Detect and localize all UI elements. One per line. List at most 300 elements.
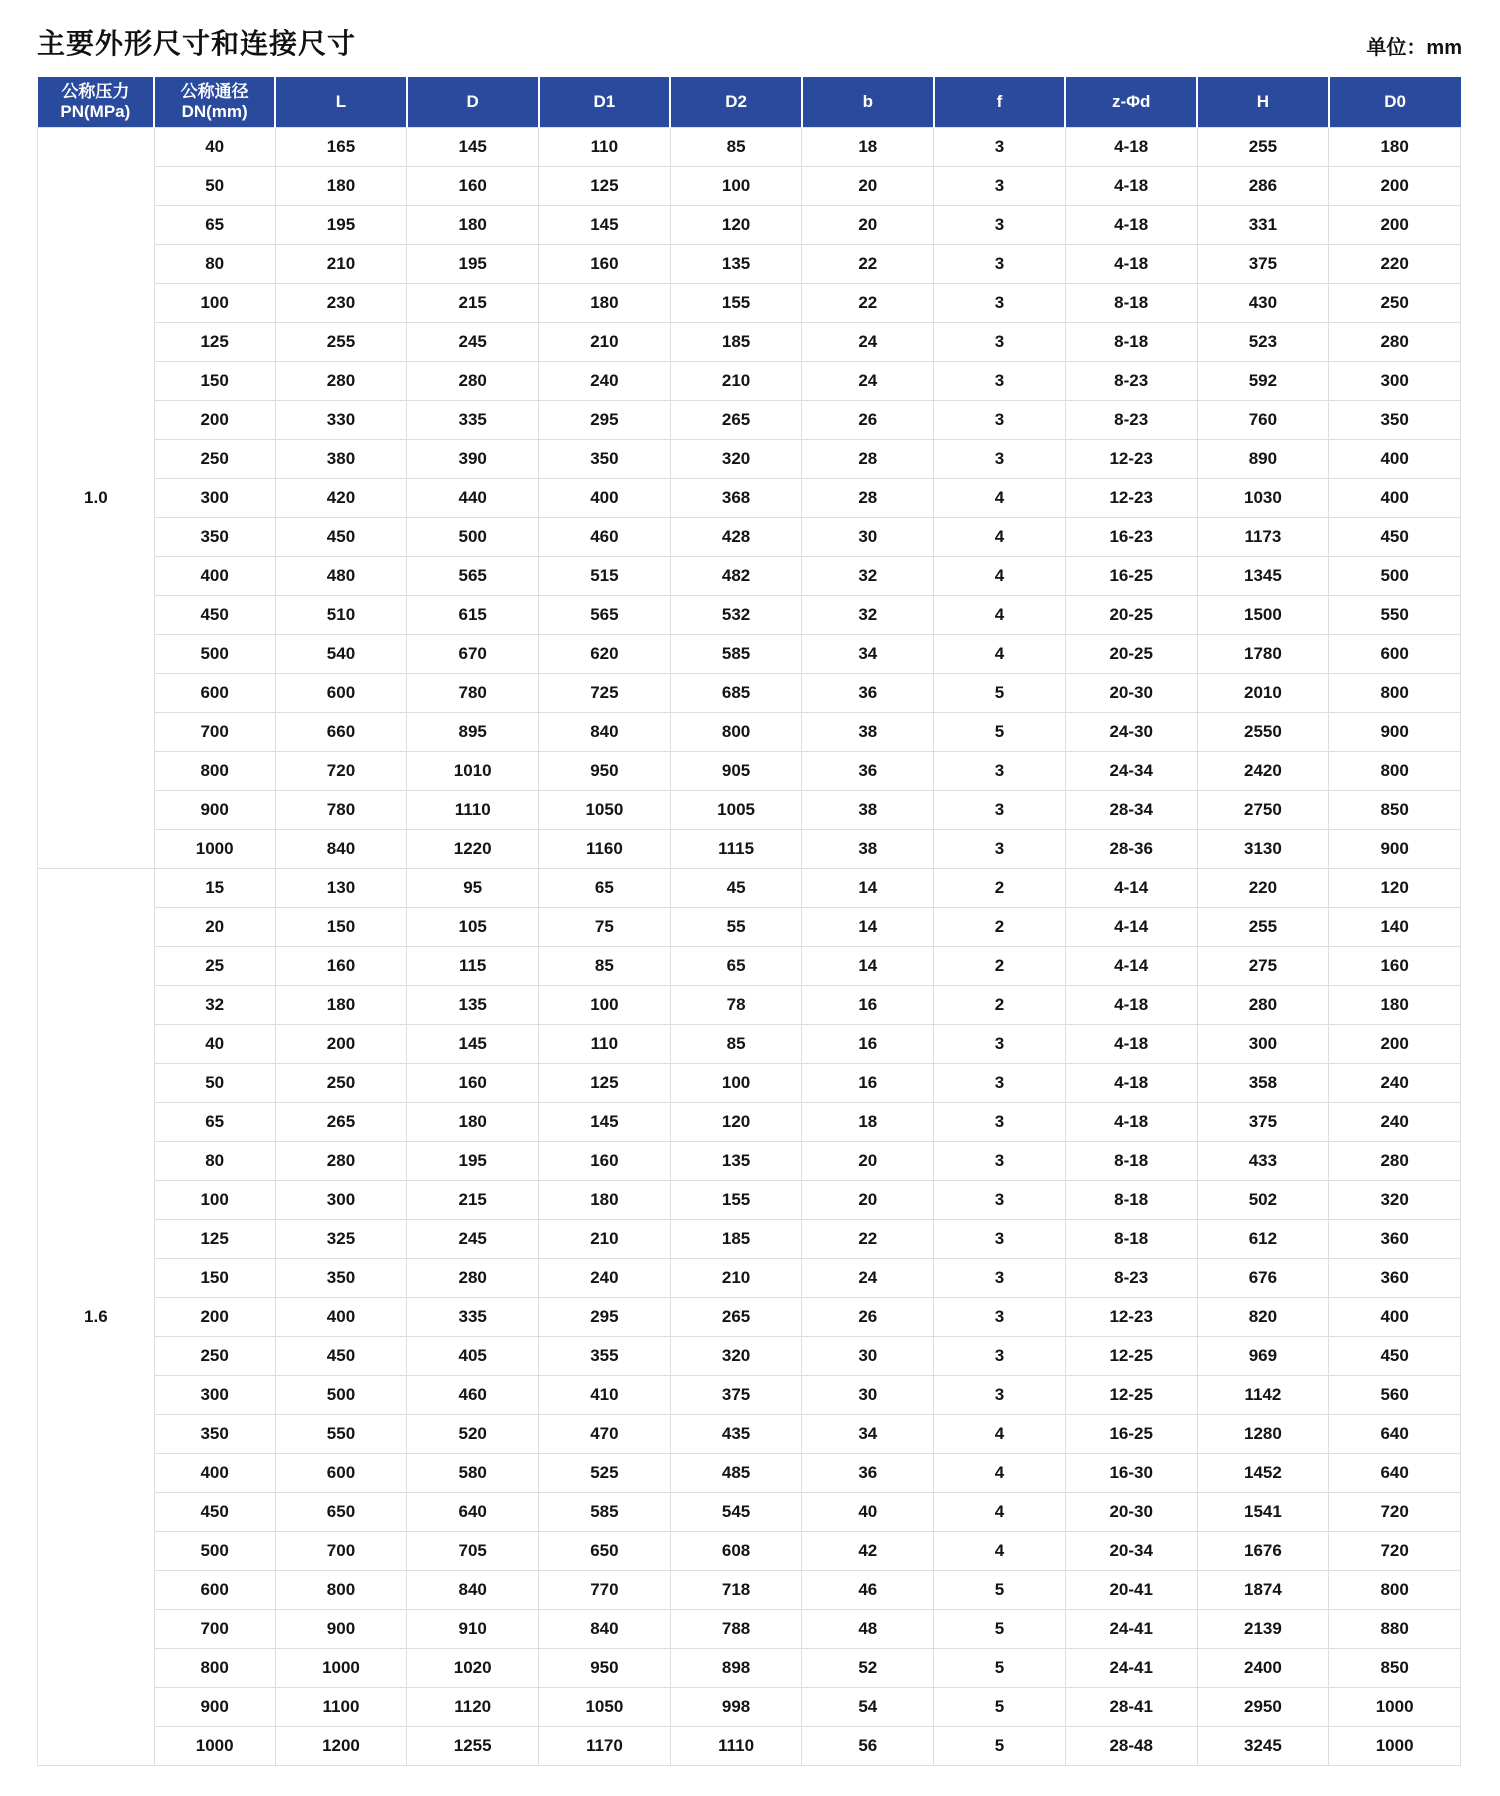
header-cell-d0: D0 — [1329, 77, 1461, 127]
value-cell: 14 — [802, 907, 934, 946]
value-cell: 8-18 — [1065, 1141, 1197, 1180]
dn-cell: 450 — [154, 595, 275, 634]
value-cell: 331 — [1197, 205, 1329, 244]
table-row — [38, 790, 1461, 829]
value-cell: 20-41 — [1065, 1570, 1197, 1609]
value-cell: 160 — [1329, 946, 1461, 985]
table-row — [38, 829, 1461, 868]
value-cell: 368 — [670, 478, 802, 517]
value-cell: 22 — [802, 1219, 934, 1258]
value-cell: 280 — [275, 1141, 407, 1180]
value-cell: 195 — [407, 244, 539, 283]
value-cell: 54 — [802, 1687, 934, 1726]
value-cell: 800 — [275, 1570, 407, 1609]
value-cell: 145 — [407, 127, 539, 166]
table-row — [38, 1375, 1461, 1414]
value-cell: 8-23 — [1065, 400, 1197, 439]
value-cell: 540 — [275, 634, 407, 673]
value-cell: 1874 — [1197, 1570, 1329, 1609]
value-cell: 1050 — [539, 1687, 671, 1726]
value-cell: 4 — [934, 556, 1066, 595]
value-cell: 5 — [934, 1648, 1066, 1687]
dn-cell: 1000 — [154, 829, 275, 868]
unit-label: 单位：mm — [1366, 37, 1462, 59]
value-cell: 400 — [275, 1297, 407, 1336]
value-cell: 780 — [275, 790, 407, 829]
value-cell: 640 — [1329, 1453, 1461, 1492]
value-cell: 240 — [1329, 1102, 1461, 1141]
value-cell: 210 — [539, 1219, 671, 1258]
value-cell: 180 — [275, 985, 407, 1024]
dn-cell: 500 — [154, 1531, 275, 1570]
value-cell: 95 — [407, 868, 539, 907]
value-cell: 200 — [1329, 205, 1461, 244]
value-cell: 532 — [670, 595, 802, 634]
value-cell: 245 — [407, 322, 539, 361]
value-cell: 180 — [1329, 985, 1461, 1024]
value-cell: 3 — [934, 1063, 1066, 1102]
value-cell: 85 — [670, 127, 802, 166]
value-cell: 32 — [802, 595, 934, 634]
value-cell: 375 — [1197, 244, 1329, 283]
value-cell: 220 — [1197, 868, 1329, 907]
value-cell: 1030 — [1197, 478, 1329, 517]
table-row — [38, 1063, 1461, 1102]
value-cell: 502 — [1197, 1180, 1329, 1219]
value-cell: 250 — [1329, 283, 1461, 322]
value-cell: 180 — [407, 205, 539, 244]
value-cell: 400 — [1329, 478, 1461, 517]
table-row — [38, 634, 1461, 673]
value-cell: 1500 — [1197, 595, 1329, 634]
value-cell: 160 — [407, 166, 539, 205]
value-cell: 1541 — [1197, 1492, 1329, 1531]
value-cell: 20-30 — [1065, 673, 1197, 712]
dn-cell: 250 — [154, 439, 275, 478]
value-cell: 850 — [1329, 1648, 1461, 1687]
table-row — [38, 283, 1461, 322]
value-cell: 800 — [1329, 673, 1461, 712]
value-cell: 480 — [275, 556, 407, 595]
value-cell: 1000 — [1329, 1726, 1461, 1765]
value-cell: 500 — [275, 1375, 407, 1414]
dn-cell: 50 — [154, 1063, 275, 1102]
dn-cell: 500 — [154, 634, 275, 673]
value-cell: 240 — [539, 361, 671, 400]
value-cell: 200 — [1329, 1024, 1461, 1063]
value-cell: 230 — [275, 283, 407, 322]
value-cell: 300 — [1197, 1024, 1329, 1063]
table-row — [38, 751, 1461, 790]
value-cell: 240 — [1329, 1063, 1461, 1102]
value-cell: 210 — [670, 361, 802, 400]
value-cell: 910 — [407, 1609, 539, 1648]
value-cell: 26 — [802, 1297, 934, 1336]
value-cell: 20 — [802, 205, 934, 244]
value-cell: 14 — [802, 946, 934, 985]
value-cell: 4-18 — [1065, 166, 1197, 205]
value-cell: 898 — [670, 1648, 802, 1687]
value-cell: 185 — [670, 1219, 802, 1258]
value-cell: 355 — [539, 1336, 671, 1375]
table-row — [38, 556, 1461, 595]
value-cell: 75 — [539, 907, 671, 946]
value-cell: 890 — [1197, 439, 1329, 478]
value-cell: 608 — [670, 1531, 802, 1570]
value-cell: 760 — [1197, 400, 1329, 439]
value-cell: 1220 — [407, 829, 539, 868]
dn-cell: 350 — [154, 517, 275, 556]
value-cell: 100 — [539, 985, 671, 1024]
value-cell: 2010 — [1197, 673, 1329, 712]
value-cell: 250 — [275, 1063, 407, 1102]
value-cell: 280 — [1329, 322, 1461, 361]
header-row — [38, 77, 1461, 127]
value-cell: 1200 — [275, 1726, 407, 1765]
value-cell: 155 — [670, 283, 802, 322]
value-cell: 585 — [670, 634, 802, 673]
value-cell: 3 — [934, 790, 1066, 829]
value-cell: 650 — [275, 1492, 407, 1531]
value-cell: 16-25 — [1065, 556, 1197, 595]
value-cell: 600 — [1329, 634, 1461, 673]
value-cell: 4 — [934, 1531, 1066, 1570]
value-cell: 18 — [802, 1102, 934, 1141]
value-cell: 280 — [407, 361, 539, 400]
value-cell: 3130 — [1197, 829, 1329, 868]
value-cell: 1115 — [670, 829, 802, 868]
table-row — [38, 244, 1461, 283]
value-cell: 470 — [539, 1414, 671, 1453]
value-cell: 165 — [275, 127, 407, 166]
value-cell: 460 — [539, 517, 671, 556]
value-cell: 4-18 — [1065, 1024, 1197, 1063]
value-cell: 125 — [539, 166, 671, 205]
value-cell: 280 — [1197, 985, 1329, 1024]
value-cell: 4 — [934, 517, 1066, 556]
table-row — [38, 439, 1461, 478]
value-cell: 16 — [802, 985, 934, 1024]
table-row — [38, 1336, 1461, 1375]
dn-cell: 80 — [154, 1141, 275, 1180]
dn-cell: 80 — [154, 244, 275, 283]
value-cell: 48 — [802, 1609, 934, 1648]
value-cell: 110 — [539, 1024, 671, 1063]
value-cell: 4-14 — [1065, 907, 1197, 946]
dn-cell: 25 — [154, 946, 275, 985]
table-row — [38, 1570, 1461, 1609]
value-cell: 840 — [275, 829, 407, 868]
value-cell: 620 — [539, 634, 671, 673]
value-cell: 200 — [275, 1024, 407, 1063]
value-cell: 5 — [934, 1570, 1066, 1609]
value-cell: 220 — [1329, 244, 1461, 283]
value-cell: 36 — [802, 673, 934, 712]
value-cell: 125 — [539, 1063, 671, 1102]
value-cell: 400 — [539, 478, 671, 517]
value-cell: 335 — [407, 400, 539, 439]
value-cell: 12-23 — [1065, 478, 1197, 517]
table-row — [38, 1297, 1461, 1336]
value-cell: 585 — [539, 1492, 671, 1531]
value-cell: 3 — [934, 751, 1066, 790]
value-cell: 1100 — [275, 1687, 407, 1726]
table-row — [38, 1024, 1461, 1063]
value-cell: 195 — [275, 205, 407, 244]
value-cell: 880 — [1329, 1609, 1461, 1648]
value-cell: 390 — [407, 439, 539, 478]
value-cell: 615 — [407, 595, 539, 634]
value-cell: 4 — [934, 634, 1066, 673]
value-cell: 265 — [275, 1102, 407, 1141]
value-cell: 26 — [802, 400, 934, 439]
value-cell: 32 — [802, 556, 934, 595]
pn-value-cell: 1.0 — [38, 127, 155, 868]
value-cell: 2750 — [1197, 790, 1329, 829]
value-cell: 950 — [539, 1648, 671, 1687]
value-cell: 720 — [275, 751, 407, 790]
value-cell: 405 — [407, 1336, 539, 1375]
value-cell: 520 — [407, 1414, 539, 1453]
value-cell: 515 — [539, 556, 671, 595]
value-cell: 300 — [275, 1180, 407, 1219]
dn-cell: 200 — [154, 400, 275, 439]
value-cell: 286 — [1197, 166, 1329, 205]
value-cell: 3 — [934, 127, 1066, 166]
value-cell: 500 — [407, 517, 539, 556]
value-cell: 900 — [275, 1609, 407, 1648]
value-cell: 1142 — [1197, 1375, 1329, 1414]
header-cell-d: D — [407, 77, 539, 127]
value-cell: 580 — [407, 1453, 539, 1492]
dn-cell: 65 — [154, 205, 275, 244]
value-cell: 998 — [670, 1687, 802, 1726]
dn-cell: 250 — [154, 1336, 275, 1375]
value-cell: 180 — [1329, 127, 1461, 166]
value-cell: 185 — [670, 322, 802, 361]
table-row — [38, 1102, 1461, 1141]
value-cell: 685 — [670, 673, 802, 712]
value-cell: 8-18 — [1065, 1180, 1197, 1219]
value-cell: 358 — [1197, 1063, 1329, 1102]
value-cell: 510 — [275, 595, 407, 634]
value-cell: 5 — [934, 712, 1066, 751]
value-cell: 2950 — [1197, 1687, 1329, 1726]
dn-cell: 20 — [154, 907, 275, 946]
value-cell: 12-25 — [1065, 1375, 1197, 1414]
value-cell: 3245 — [1197, 1726, 1329, 1765]
dn-cell: 400 — [154, 1453, 275, 1492]
value-cell: 5 — [934, 1726, 1066, 1765]
value-cell: 550 — [1329, 595, 1461, 634]
value-cell: 130 — [275, 868, 407, 907]
value-cell: 4 — [934, 478, 1066, 517]
value-cell: 265 — [670, 1297, 802, 1336]
value-cell: 275 — [1197, 946, 1329, 985]
dn-cell: 350 — [154, 1414, 275, 1453]
value-cell: 85 — [539, 946, 671, 985]
value-cell: 1452 — [1197, 1453, 1329, 1492]
value-cell: 700 — [275, 1531, 407, 1570]
value-cell: 16-23 — [1065, 517, 1197, 556]
value-cell: 200 — [1329, 166, 1461, 205]
value-cell: 820 — [1197, 1297, 1329, 1336]
table-header — [38, 77, 1461, 127]
value-cell: 3 — [934, 166, 1066, 205]
page-title: 主要外形尺寸和连接尺寸 — [37, 28, 357, 59]
value-cell: 900 — [1329, 712, 1461, 751]
value-cell: 265 — [670, 400, 802, 439]
value-cell: 4-18 — [1065, 985, 1197, 1024]
value-cell: 155 — [670, 1180, 802, 1219]
value-cell: 30 — [802, 1375, 934, 1414]
value-cell: 34 — [802, 634, 934, 673]
value-cell: 1780 — [1197, 634, 1329, 673]
value-cell: 350 — [275, 1258, 407, 1297]
value-cell: 135 — [670, 244, 802, 283]
value-cell: 3 — [934, 400, 1066, 439]
value-cell: 180 — [407, 1102, 539, 1141]
value-cell: 3 — [934, 283, 1066, 322]
value-cell: 5 — [934, 1609, 1066, 1648]
value-cell: 65 — [670, 946, 802, 985]
value-cell: 20-25 — [1065, 634, 1197, 673]
value-cell: 670 — [407, 634, 539, 673]
header-cell-d1: D1 — [539, 77, 671, 127]
dn-cell: 300 — [154, 1375, 275, 1414]
value-cell: 1000 — [275, 1648, 407, 1687]
value-cell: 770 — [539, 1570, 671, 1609]
value-cell: 38 — [802, 790, 934, 829]
table-row — [38, 946, 1461, 985]
dn-cell: 125 — [154, 1219, 275, 1258]
value-cell: 2 — [934, 946, 1066, 985]
value-cell: 428 — [670, 517, 802, 556]
table-row — [38, 1180, 1461, 1219]
table-row — [38, 205, 1461, 244]
value-cell: 2550 — [1197, 712, 1329, 751]
table-row — [38, 1687, 1461, 1726]
value-cell: 120 — [670, 1102, 802, 1141]
value-cell: 350 — [1329, 400, 1461, 439]
value-cell: 245 — [407, 1219, 539, 1258]
value-cell: 375 — [670, 1375, 802, 1414]
value-cell: 1110 — [670, 1726, 802, 1765]
value-cell: 4 — [934, 1414, 1066, 1453]
value-cell: 450 — [1329, 517, 1461, 556]
value-cell: 180 — [539, 1180, 671, 1219]
value-cell: 3 — [934, 1219, 1066, 1258]
value-cell: 400 — [1329, 1297, 1461, 1336]
value-cell: 24-41 — [1065, 1648, 1197, 1687]
value-cell: 525 — [539, 1453, 671, 1492]
value-cell: 24-41 — [1065, 1609, 1197, 1648]
value-cell: 28-36 — [1065, 829, 1197, 868]
value-cell: 4-14 — [1065, 946, 1197, 985]
table-row — [38, 1648, 1461, 1687]
value-cell: 160 — [539, 244, 671, 283]
value-cell: 24 — [802, 322, 934, 361]
table-row — [38, 1219, 1461, 1258]
value-cell: 210 — [670, 1258, 802, 1297]
value-cell: 360 — [1329, 1258, 1461, 1297]
dimensions-table — [37, 77, 1461, 1766]
value-cell: 8-18 — [1065, 1219, 1197, 1258]
value-cell: 24-30 — [1065, 712, 1197, 751]
header-cell-f: f — [934, 77, 1066, 127]
value-cell: 280 — [1329, 1141, 1461, 1180]
value-cell: 320 — [670, 439, 802, 478]
value-cell: 56 — [802, 1726, 934, 1765]
value-cell: 34 — [802, 1414, 934, 1453]
value-cell: 3 — [934, 1375, 1066, 1414]
value-cell: 3 — [934, 244, 1066, 283]
value-cell: 255 — [275, 322, 407, 361]
value-cell: 3 — [934, 322, 1066, 361]
value-cell: 240 — [539, 1258, 671, 1297]
value-cell: 20-34 — [1065, 1531, 1197, 1570]
value-cell: 210 — [275, 244, 407, 283]
value-cell: 135 — [407, 985, 539, 1024]
value-cell: 16-25 — [1065, 1414, 1197, 1453]
value-cell: 3 — [934, 205, 1066, 244]
dn-cell: 300 — [154, 478, 275, 517]
value-cell: 3 — [934, 1024, 1066, 1063]
value-cell: 295 — [539, 1297, 671, 1336]
value-cell: 4-18 — [1065, 127, 1197, 166]
table-row — [38, 400, 1461, 439]
value-cell: 100 — [670, 166, 802, 205]
value-cell: 28-34 — [1065, 790, 1197, 829]
dn-cell: 800 — [154, 1648, 275, 1687]
header-cell-dnmm: 公称通径 DN(mm) — [154, 77, 275, 127]
value-cell: 4-18 — [1065, 1102, 1197, 1141]
value-cell: 300 — [1329, 361, 1461, 400]
dn-cell: 900 — [154, 1687, 275, 1726]
value-cell: 160 — [407, 1063, 539, 1102]
value-cell: 145 — [407, 1024, 539, 1063]
header-cell-pnmpa: 公称压力 PN(MPa) — [38, 77, 155, 127]
table-row — [38, 166, 1461, 205]
value-cell: 100 — [670, 1063, 802, 1102]
value-cell: 115 — [407, 946, 539, 985]
value-cell: 450 — [1329, 1336, 1461, 1375]
value-cell: 660 — [275, 712, 407, 751]
value-cell: 545 — [670, 1492, 802, 1531]
value-cell: 24 — [802, 1258, 934, 1297]
value-cell: 840 — [539, 1609, 671, 1648]
dn-cell: 400 — [154, 556, 275, 595]
value-cell: 560 — [1329, 1375, 1461, 1414]
value-cell: 800 — [1329, 751, 1461, 790]
value-cell: 36 — [802, 751, 934, 790]
value-cell: 433 — [1197, 1141, 1329, 1180]
dn-cell: 40 — [154, 127, 275, 166]
value-cell: 375 — [1197, 1102, 1329, 1141]
value-cell: 210 — [539, 322, 671, 361]
value-cell: 1255 — [407, 1726, 539, 1765]
value-cell: 12-23 — [1065, 1297, 1197, 1336]
value-cell: 450 — [275, 517, 407, 556]
value-cell: 85 — [670, 1024, 802, 1063]
value-cell: 612 — [1197, 1219, 1329, 1258]
value-cell: 160 — [275, 946, 407, 985]
value-cell: 900 — [1329, 829, 1461, 868]
value-cell: 3 — [934, 1141, 1066, 1180]
value-cell: 180 — [539, 283, 671, 322]
value-cell: 400 — [1329, 439, 1461, 478]
dn-cell: 100 — [154, 1180, 275, 1219]
